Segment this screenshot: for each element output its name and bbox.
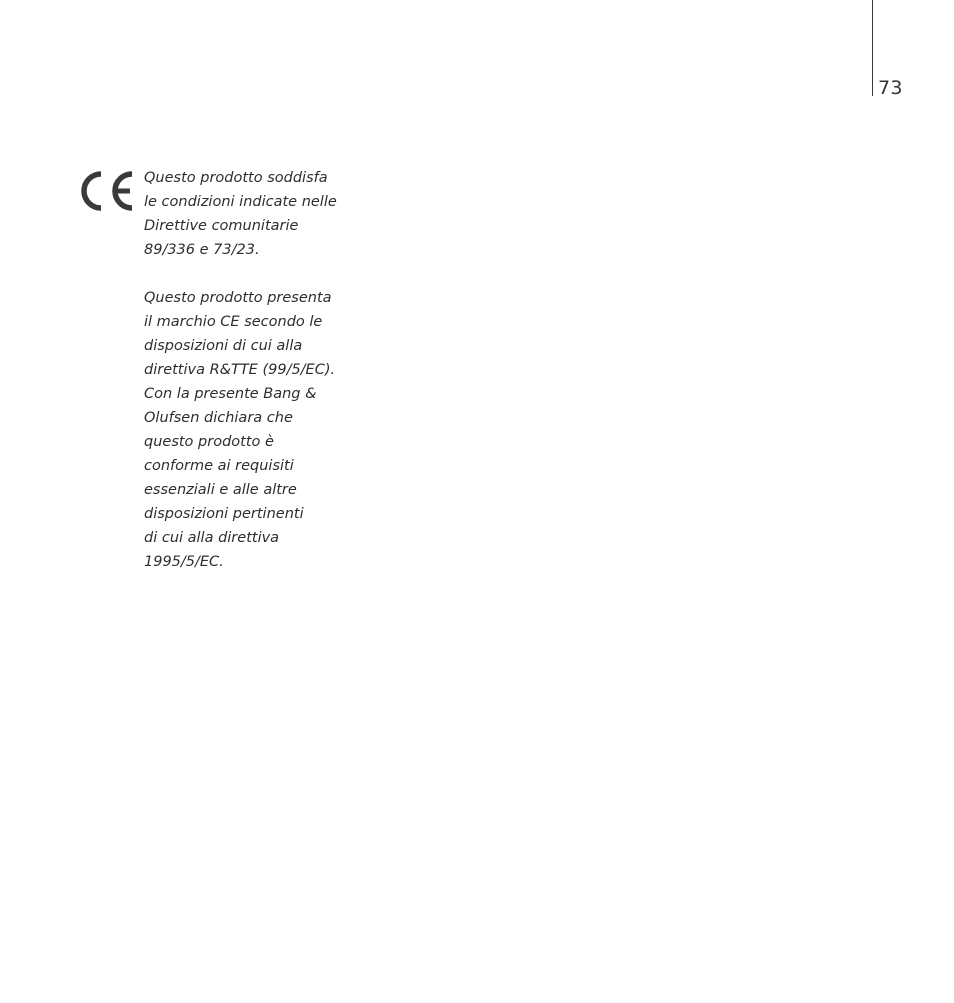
- text-line: Direttive comunitarie: [144, 218, 299, 234]
- text-line: conforme ai requisiti: [144, 458, 294, 474]
- text-line: Questo prodotto presenta: [144, 290, 332, 306]
- text-line: direttiva R&TTE (99/5/EC).: [144, 362, 336, 378]
- text-line: disposizioni pertinenti: [144, 506, 304, 522]
- text-line: Questo prodotto soddisfa: [144, 170, 328, 186]
- text-line: 89/336 e 73/23.: [144, 242, 260, 258]
- text-line: essenziali e alle altre: [144, 482, 297, 498]
- text-line: Con la presente Bang &: [144, 386, 317, 402]
- text-line: le condizioni indicate nelle: [144, 194, 337, 210]
- ce-mark-icon: [79, 170, 135, 212]
- paragraph-directives: [144, 166, 354, 262]
- text-line: disposizioni di cui alla: [144, 338, 303, 354]
- text-line: il marchio CE secondo le: [144, 314, 323, 330]
- text-line: Olufsen dichiara che: [144, 410, 293, 426]
- page-divider-line: [872, 0, 873, 96]
- page-number: 73: [878, 77, 903, 99]
- paragraph-spacer: [144, 262, 354, 286]
- declaration-text: [144, 166, 354, 574]
- text-line: di cui alla direttiva: [144, 530, 280, 546]
- text-line: questo prodotto è: [144, 434, 274, 450]
- paragraph-rtte: [144, 286, 354, 574]
- text-line: 1995/5/EC.: [144, 554, 224, 570]
